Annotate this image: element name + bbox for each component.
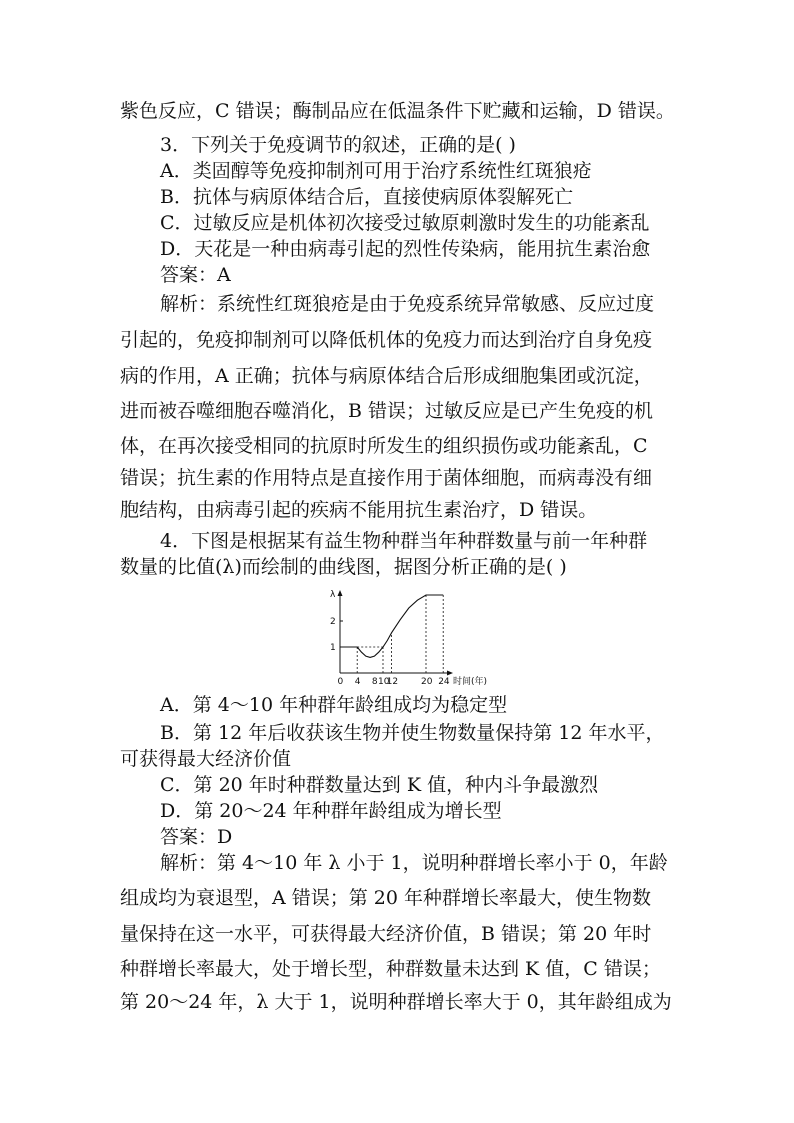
- question-4-analysis: 解析：第 4～10 年 λ 小于 1，说明种群增长率小于 0，年龄: [160, 852, 668, 874]
- text-line: 病的作用，A 正确；抗体与病原体结合后形成细胞集团或沉淀，: [120, 365, 653, 387]
- x-tick-label: 20: [421, 677, 433, 687]
- text-line: 量保持在这一水平，可获得最大经济价值，B 错误；第 20 年时: [120, 923, 652, 945]
- x-tick-label: 4: [354, 677, 361, 687]
- y-tick-label: 1: [330, 643, 336, 653]
- text-line: 胞结构，由病毒引起的疾病不能用抗生素治疗，D 错误。: [120, 499, 598, 521]
- question-3-option-a: A．类固醇等免疫抑制剂可用于治疗系统性红斑狼疮: [160, 160, 592, 182]
- text-line: 可获得最大经济价值: [120, 748, 292, 770]
- question-4-option-b: B．第 12 年后收获该生物并使生物数量保持第 12 年水平，: [160, 722, 665, 744]
- question-3-answer: 答案：A: [160, 264, 231, 286]
- x-tick-label: 8: [371, 677, 378, 687]
- text-line: 种群增长率最大，处于增长型，种群数量未达到 K 值，C 错误；: [120, 958, 661, 980]
- question-3-option-d: D．天花是一种由病毒引起的烈性传染病，能用抗生素治愈: [160, 238, 651, 260]
- question-3-option-c: C．过敏反应是机体初次接受过敏原刺激时发生的功能紊乱: [160, 212, 650, 234]
- question-3-analysis: 解析：系统性红斑狼疮是由于免疫系统异常敏感、反应过度: [160, 293, 655, 315]
- y-axis-label: λ: [330, 590, 336, 600]
- question-4-option-d: D．第 20～24 年种群年龄组成为增长型: [160, 800, 502, 822]
- question-4-option-c: C．第 20 年时种群数量达到 K 值，种内斗争最激烈: [160, 774, 599, 796]
- text-line: 引起的，免疫抑制剂可以降低机体的免疫力而达到治疗自身免疫: [120, 329, 653, 351]
- question-4-option-a: A．第 4～10 年种群年龄组成均为稳定型: [160, 694, 508, 716]
- y-tick-label: 2: [330, 617, 336, 627]
- text-line: 数量的比值(λ)而绘制的曲线图，据图分析正确的是( ): [120, 556, 567, 578]
- question-3-option-b: B．抗体与病原体结合后，直接使病原体裂解死亡: [160, 186, 573, 208]
- x-tick-label: 0: [337, 677, 344, 687]
- x-tick-label: 12: [386, 677, 399, 687]
- text-line: 组成均为衰退型，A 错误；第 20 年种群增长率最大，使生物数: [120, 887, 652, 909]
- text-line: 进而被吞噬细胞吞噬消化，B 错误；过敏反应是已产生免疫的机: [120, 400, 654, 422]
- text-line: 紫色反应，C 错误；酶制品应在低温条件下贮藏和运输，D 错误。: [120, 100, 675, 122]
- x-tick-label: 24: [438, 677, 450, 687]
- lambda-line-chart: [310, 587, 495, 687]
- x-tick-label: 10: [378, 677, 390, 687]
- text-line: 第 20～24 年，λ 大于 1，说明种群增长率大于 0，其年龄组成为: [120, 991, 672, 1013]
- text-line: 体，在再次接受相同的抗原时所发生的组织损伤或功能紊乱，C: [120, 435, 648, 457]
- question-4-stem: 4．下图是根据某有益生物种群当年种群数量与前一年种群: [160, 530, 648, 552]
- x-axis-label: 时间(年): [453, 677, 488, 687]
- text-line: 错误；抗生素的作用特点是直接作用于菌体细胞，而病毒没有细: [120, 467, 653, 489]
- x-axis-arrow: [447, 671, 453, 676]
- question-3-stem: 3．下列关于免疫调节的叙述，正确的是( ): [160, 134, 516, 156]
- question-4-answer: 答案：D: [160, 826, 233, 848]
- y-axis-arrow: [338, 590, 343, 596]
